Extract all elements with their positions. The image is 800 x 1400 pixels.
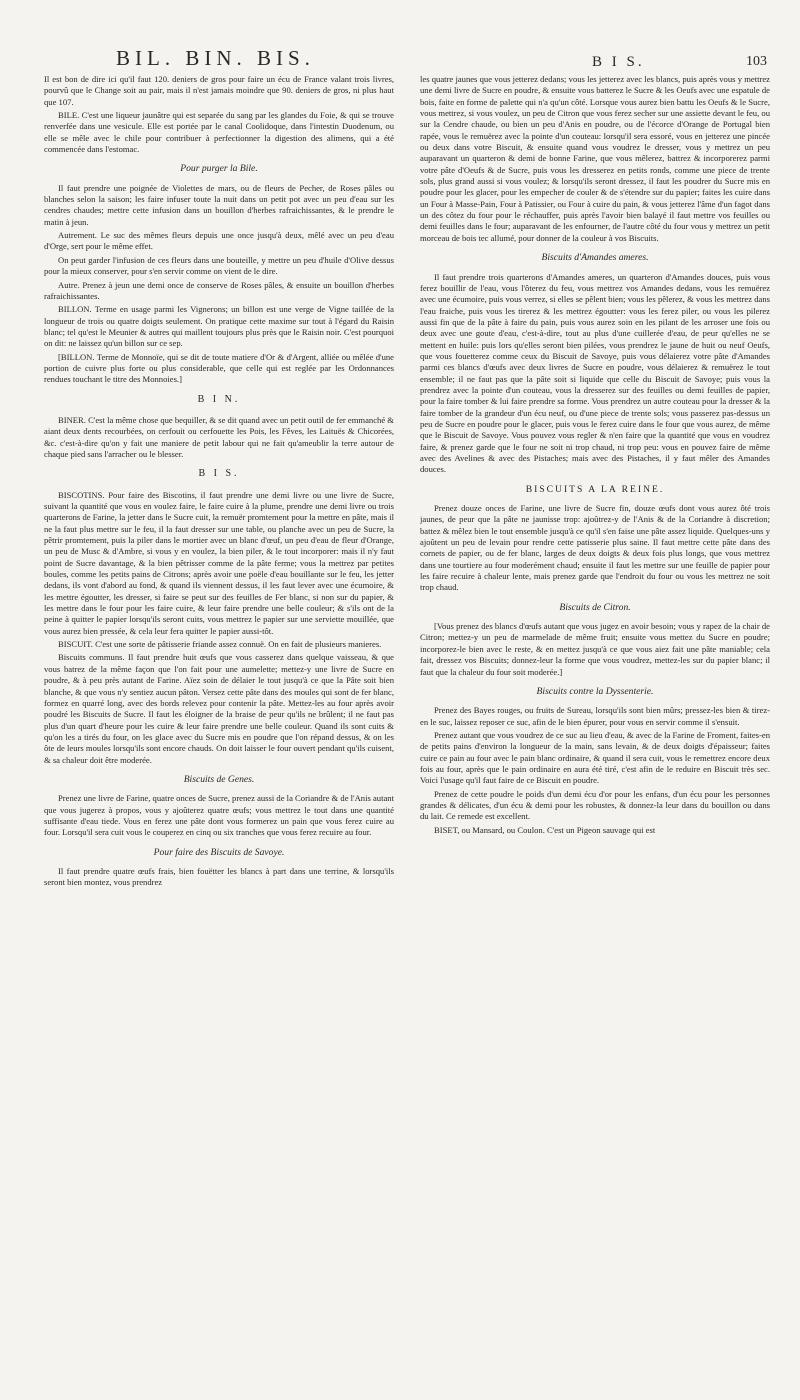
paragraph: Il faut prendre une poignée de Violettes de mars, ou de fleurs de Pecher, de Roses pâles ou blanches selon la saison; les faire infuser toute la nuit dans un petit pot avec un peu d'eau sur les cendres chaudes; mettre cette infusion dans un bouillon d'herbes rafraichissantes, & le prendre le matin à jeun. (44, 182, 394, 227)
entry-bile: BILE. C'est une liqueur jaunâtre qui est separée du sang par les glandes du Foie, & qui se trouve renverfée dans une vesicule. Elle est portée par le canal Coolidoque, dans l'intestin Duodenum, ou elle se mêle avec le chile pour contribuer à perfectionner la digestion des alimens, qui a été commencée dans l'estomac. (44, 110, 394, 155)
entry-biner: BINER. C'est la même chose que bequiller, & se dit quand avec un petit outil de fer emmanché & aiant deux dents recourbées, on cerfouit ou cerfouette les Pois, les Fêves, les Laituës & Chicorées, &c. c'est-à-dire qu'on y fait une maniere de petit labour qui ne fait qu'ameublir la terre autour de chaque pied sans l'arracher ou le blesser. (44, 414, 394, 459)
paragraph: On peut garder l'infusion de ces fleurs dans une bouteille, y mettre un peu d'huile d'Olive dessus pour la mieux conserver, pour s'en servir comme on vient de le dire. (44, 254, 394, 277)
entry-billon: BILLON. Terme en usage parmi les Vignerons; un billon est une verge de Vigne taillée de la longueur de trois ou quatre doigts seulement. On pratique cette maxime sur tout à l'égard du Raisin blanc; tel qu'est le Meunier & autres qui maillent toujours plus près que le Raisin noir. C'est pourquoi on dit: ne laissez qu'un billon sur ce sep. (44, 304, 394, 349)
running-head-left: BIL. BIN. BIS. (116, 46, 315, 70)
paragraph: [Vous prenez des blancs d'œufs autant que vous jugez en avoir besoin; vous y rapez de la chair de Citron; mettez-y un peu de marmelade de même fruit; ensuite vous mettez du Sucre en poudre; incorporez-le bien avec le reste, & en mettez jusqu'à ce que vous aiez fait une pâte maniable; cela fait, dressez vos Biscuits; donnez-leur la forme que vous voudrez, mettez-les sur du papier blanc; il faut que la chaleur du four soit moderée.] (420, 621, 770, 677)
paragraph: Il faut prendre trois quarterons d'Amandes ameres, un quarteron d'Amandes douces, puis vous ferez bouillir de l'eau, vous l'ôterez du feu, vous mettrez vos Amandes dedans, vous les remuërez avec une écumoire, puis vous verrez, si elles se pêlent bien; vous les pêlerez, & vous les mettrez dans l'eau fraiche, puis vous les tirerez & les mettrez égoutter: vous les ferez piler, ou vous les pilerez aussi fin que de la pâte à faire du pain, puis vous aurez soin en les pilant de les arroser une fois ou deux avec une goute d'eau, c'est-à-dire, tout au plus d'une cuillerée d'eau, de peur qu'elles ne se mettent en huile: puis lors qu'elles seront bien pilées, vous prendrez le jaune de huit ou neuf Oeufs, que vous fouetterez comme ceux du Biscuit de Savoye, puis vous délaierez votre pâte d'Amandes parmi ces blancs d'œufs avec deux livres de Sucre en poudre, vous délaierez & remuërez le tout ensemble; il ne faut pas que la pâte soit si liquide que celle du Biscuit de Savoye; puis vous la prendrez avec la pointe d'un couteau, vous la dresserez sur des feuilles ou demi feuilles de papier, pour la faire tomber & lui faire prendre sa forme. Vous prendrez un autre couteau pour la dresser & la faire tomber de la grandeur d'un écu neuf, ou d'une piece de trente sols; vous passerez pas-dessus un peu de Sucre en poudre pour le glacer, puis vous le ferez cuire dans le four que vous aurez, de même que le Biscuit de Savoye. Vous pouvez vous regler & n'en faire que la quantité que vous en voudrez faire, & prenez garde que le four ne soit ni trop chaud, ni trop peu: vous en pouvez faire de même avec des Avelines & avec des Pistaches; mais avec des Pistaches, il y faut mêler des Amandes douces. (420, 271, 770, 475)
entry-biset: BISET, ou Mansard, ou Coulon. C'est un Pigeon sauvage qui est (434, 824, 656, 835)
page-header (44, 28, 770, 74)
entry-biscotins: BISCOTINS. Pour faire des Biscotins, il faut prendre une demi livre ou une livre de Sucre, suivant la quantité que vous en voulez faire, le faire cuire à la plume, prendre une demi livre ou trois quarterons de Farine, la jetter dans le Sucre cuit, la remuër promtement pour la mettre en pâte, mais il ne la faut plus mettre sur le feu, il la faut dresser sur une table, ou planche avec un peu de Sucre, la pêtrir promtement, puis la piler dans le mortier avec un blanc d'œuf, un peu d'eau de fleur d'Orange, un peu de Musc & d'Ambre, si vous y en voulez, la bien piler, & le tout incorporer: mais il n'y faut point de Sucre davantage, & la bien pêtrisser comme de la pâte ferme; vous la mettrez par petites boules, comme les petits pains de Citrons; après avoir une poële d'eau bouillante sur le feu, les jetter dedans, ils vont d'abord au fond, & quand ils viennent dessus, il les faut lever avec une écumoire, & les mettre égoutter, les dresser, si faire se peut sur des feuilles de Fer blanc, si non sur du papier, & les mettre dans le four pour les faire cuire, & leur faire prendre une belle couleur; & s'ils ont de la peine à quitter le papier lorsqu'ils seront cuits, vous mettrez le papier sur une serviette mouillée, que vous aurez bien pressée, & cela leur fera quitter le papier aussi-tôt. (44, 489, 394, 636)
paragraph: Autre. Prenez à jeun une demi once de conserve de Roses pâles, & ensuite un bouillon d'herbes rafraichissantes. (44, 279, 394, 301)
paragraph: Prenez de cette poudre le poids d'un demi écu d'or pour les enfans, d'un écu pour les personnes grandes & délicates, d'un écu & demi pour les robustes, & donnez-la leur dans du bouillon ou dans du lait. Ce remede est excellent. (420, 788, 770, 822)
two-column-body (44, 74, 770, 1394)
paragraph: Prenez autant que vous voudrez de ce suc au lieu d'eau, & avec de la Farine de Froment, faites-en de petits pains d'environ la longueur de la main, sans levain, & de deux doigts d'épaisseur; faites cuire ce pain au four avec le pain blanc ordinaire, & quand il sera cuit, vous le remettrez encore deux fois au four, après que le pain ordinaire en aura été tiré, c'est afin de le reduire en Biscuit très sec. Voici l'usage qu'il faut faire de ce Biscuit en poudre. (420, 729, 770, 786)
subheading-reine: BISCUITS A LA REINE. (525, 483, 665, 495)
paragraph: Prenez des Bayes rouges, ou fruits de Sureau, lorsqu'ils sont bien mûrs; pressez-les bien & tirez-en le suc, laissez reposer ce suc, afin de le bien épurer, pour vous en servir comme il s'ensuit. (420, 705, 770, 727)
paragraph: Biscuits communs. Il faut prendre huit œufs que vous casserez dans quelque vaisseau, & que vous batrez de la même façon que l'on fait pour une aumelette; mettez-y une livre de Sucre en poudre, & à peu près autant de Farine. Aïez soin de délaier le tout jusqu'à ce que la Pâte soit bien blanche, & que vous n'y sentiez aucun pâton. Versez cette pâte dans des moules qui sont de fer blanc, formez en quarré long, avec des bords relevez pour contenir la pâte. Mettez-les au four après avoir poudré les Biscuits de Sucre. Il faut les éloigner de la braise de peur qu'ils ne brûlent; il ne faut pas plus d'un quart d'heure pour les cuire & leur faire prendre une belle couleur. Quand ils sont cuits & qu'on les a tirés du four, on les glace avec du Sucre mis en poudre que l'on répand dessus, & on les ôte de leurs moules lorsqu'ils sont encore chauds. On doit laisser le four ouvert pendant qu'ils cuisent, & sa chaleur doit être moderée. (44, 652, 394, 765)
entry-billon-monnoie: [BILLON. Terme de Monnoïe, qui se dit de toute matiere d'Or & d'Argent, alliée ou mêlée d'une portion de cuivre plus forte ou plus considerable, que celle qui est reglée par les Ordonnances rendues touchant le titre des Monnoies.] (44, 351, 394, 385)
subheading-purger-bile: Pour purger la Bile. (180, 163, 258, 175)
left-column (44, 74, 394, 1394)
section-heading-bis: B I S. (198, 468, 240, 480)
paragraph: Il est bon de dire ici qu'il faut 120. deniers de gros pour faire un écu de France valant trois livres, pourvû que le Change soit au pair, mais il n'est jamais moindre que 90. deniers de gros, ni plus haut que 107. (44, 74, 394, 107)
running-head-right: B I S. (592, 54, 645, 70)
paragraph: Prenez une livre de Farine, quatre onces de Sucre, prenez aussi de la Coriandre & de l'Anis autant que vous jugerez à propos, vous y ajoûterez quatre œufs; vous mettrez le tout dans une quantité suffisante d'eau tiede. Vous en ferez une pâte dont vous formerez un pain que vous ferez cuire au four. Lorsqu'il sera cuit vous le couperez en cinq ou six tranches que vous ferez recuire au four. (44, 793, 394, 838)
subheading-amandes: Biscuits d'Amandes ameres. (541, 252, 649, 264)
subheading-savoye: Pour faire des Biscuits de Savoye. (153, 846, 285, 858)
section-heading-bin: B I N. (197, 393, 241, 405)
page-number: 103 (746, 54, 767, 69)
paragraph: Il faut prendre quatre œufs frais, bien fouëtter les blancs à part dans une terrine, & lorsqu'ils seront bien montez, vous prendrez (44, 865, 394, 888)
paragraph: les quatre jaunes que vous jetterez dedans; vous les jetterez avec les blancs, puis après vous y mettrez une demi livre de Sucre en poudre, & ensuite vous batterez le Sucre & les Oeufs avec une espatule de bois, faite en forme de palette qui n'a qu'un côté. Lorsque vous aurez bien battu les Oeufs & le Sucre, vous mettrez, si vous voulez, un peu de Citron que vous ferez secher sur une assiette devant le feu, ou sur la Cendre chaude, ou bien un peu d'Anis en poudre, ou de l'écorce d'Orange de Portugal bien rapée, vous le remuërez avec la pointe d'un couteau: lorsqu'il sera essoré, vous en jetterez une pincée ou deux dans votre Biscuit, & ensuite quand vous voudrez le dresser, vous y mettrez un peu auparavant un quarteron & demi de bonne Farine, que vous mêlerez, battrez & incorporerez parmi votre pâte d'Oeufs & de Sucre, puis vous les dresserez en petits ronds, comme une piece de trente sols, plus grand aussi si vous voulez; & lorsqu'ils seront dressez, il faut les poudrer du Sucre mis en poudre pour les glacer, pour les empecher de couler & de s'étendre sur du papier; faites les cuire dans un Four à Masse-Pain, Four à Patissier, ou Four à cuire du pain, & vous jetterez l'âme d'un fagot dans un des côtez du four pour le réchauffer, puis après l'avoir bien balayé il faut mettre vos feuilles ou demi feuilles dans le four; auparavant de les enfourner, de l'autre côté du four vous y mettrez un petit morceau de bois tec allumé, pour donner de la couleur à vos Biscuits. (420, 74, 770, 243)
subheading-dyssenterie: Biscuits contre la Dyssenterie. (536, 685, 654, 697)
subheading-genes: Biscuits de Genes. (183, 773, 255, 785)
entry-biscuit: BISCUIT. C'est une sorte de pâtisserie friande assez connuë. On en fait de plusieurs manieres. (58, 639, 382, 650)
subheading-citron: Biscuits de Citron. (559, 601, 631, 613)
paragraph: Autrement. Le suc des mêmes fleurs depuis une once jusqu'à deux, mêlé avec un peu d'eau d'Orge, sert pour le même effet. (44, 230, 394, 252)
paragraph: Prenez douze onces de Farine, une livre de Sucre fin, douze œufs dont vous aurez ôté trois jaunes, de peur que la pâte ne jaunisse trop: ajoûtrez-y de l'Anis & de la Coriandre à discretion; battez & mêlez bien le tout ensemble jusqu'à ce qu'il s'en faise une pâte assez liquide. Quelques-uns y ajoûtent un peu de levain pour rendre cette patisserie plus saine. Il faut mettre cette pâte dans des cornets de papier, ou de fer blanc, larges de deux doigts & deux fois plus longs, que vous mettrez dans une tourtiere au four moderément chaud; ensuite il faut les mettre sur une feuille de papier pour les faire recuire à chaleur lente, mais prenez garde que l'endroit du four ou vous les mettrez ne soit trop chaud. (420, 503, 770, 593)
right-column (420, 74, 770, 1394)
